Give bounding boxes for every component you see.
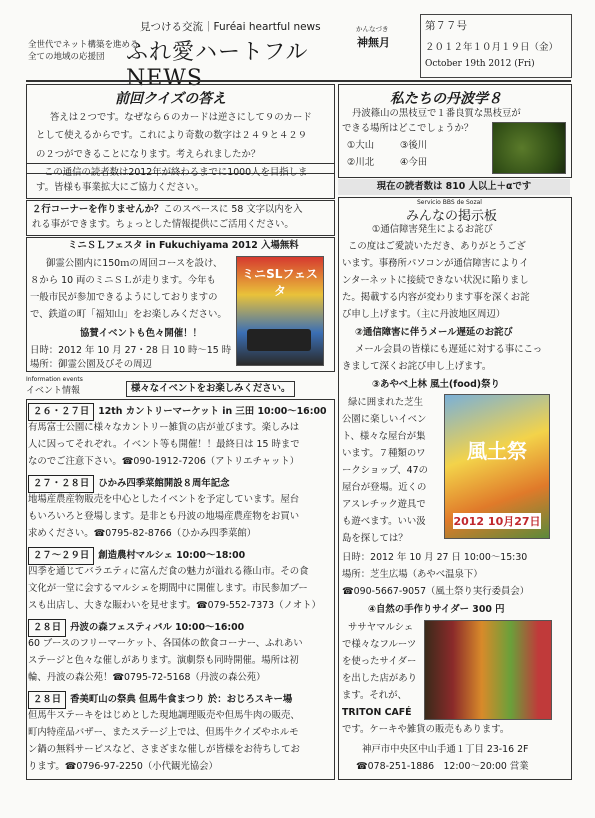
- quiz-line-1: 丹波篠山の黒枝豆で１番良質な黒枝豆が: [352, 108, 521, 119]
- event-1-title: 12th カントリーマーケット in 三田 10:00〜16:00: [98, 406, 327, 417]
- event-2-title: ひかみ四季菜館開設８周年記念: [98, 478, 230, 489]
- quiz-option-3: ③後川: [400, 140, 428, 151]
- subtitle-1: 全世代でネット構築を進める: [28, 40, 139, 50]
- mini-sl-line-2: ８から 10 両のミニＳＬが走ります。今年も: [30, 275, 216, 286]
- issue-number: 第７７号: [425, 20, 467, 32]
- board-item-4-line-6: TRITON CAFÉ: [342, 707, 412, 718]
- quiz-line-2: できる場所はどこでしょうか？: [342, 123, 474, 134]
- mini-sl-line-3: 一般市民が参加できるようにしておりますの: [30, 292, 218, 303]
- events-label-small: Information events: [26, 376, 83, 383]
- board-item-3-line-4: います。７種類のワ: [342, 448, 426, 459]
- city-name: 神無月: [357, 36, 390, 49]
- event-3-line-3: スも出店し、大きな賑わいを見せます。☎079-552-7373（ノオト）: [28, 600, 321, 611]
- board-item-2-title: ②通信障害に伴うメール遅延のお詫び: [355, 327, 513, 338]
- edamame-photo: [492, 122, 566, 174]
- event-4-line-1: 60 ブースのフリーマーケット、各国体の飲食コーナー、ふれあい: [28, 638, 303, 649]
- board-label-small: Servicio BBS de Sozal: [417, 199, 482, 206]
- event-2-line-2: もいろいろと登場します。是非とも丹波の地場産農産物をお買い: [28, 511, 300, 522]
- event-3-title: 創造農村マルシェ 10:00〜18:00: [98, 550, 246, 561]
- board-item-3-date: 日時：2012 年 10 月 27 日 10:00〜15:30: [342, 552, 528, 563]
- board-item-4-line-3: を使ったサイダー: [342, 656, 417, 667]
- board-item-1-line-3: ンターネットに接続できない状況に陥りまし: [342, 275, 529, 286]
- mini-sl-place: 場所：御霊公園及びその周辺: [30, 359, 152, 370]
- event-4-title: 丹波の森フェスティバル 10:00〜16:00: [70, 622, 245, 633]
- event-1-line-1: 有馬富士公園に様々なカントリー雑貨の店が並びます。楽しみは: [28, 422, 300, 433]
- event-4-date: ２８日: [28, 619, 66, 637]
- two-line-corner-rest: このスペースに 58 文字以内を入: [163, 204, 303, 215]
- board-item-4-line-1: ササヤマルシェ: [348, 622, 414, 633]
- board-item-3-line-1: 緑に囲まれた芝生: [348, 397, 424, 408]
- quiz-option-2: ②川北: [347, 157, 375, 168]
- paper-name: ふれ愛ハートフルNEWS: [126, 40, 309, 91]
- quiz-option-4: ④今田: [400, 157, 428, 168]
- event-1-line-3: なのでご注意下さい。☎090-1912-7206（アトリエチャット）: [28, 456, 300, 467]
- board-item-4-line-7: です。ケーキや雑貨の販売もあります。: [342, 724, 510, 735]
- issue-box: [420, 14, 572, 78]
- quiz-answer-line-1: 答えは２つです。なぜなら６のカードは逆さにして９のカード: [50, 112, 312, 123]
- board-item-4-line-4: を出した店があり: [342, 673, 418, 684]
- event-2-line-3: 求めください。☎0795-82-8766（ひかみ四季菜館）: [28, 528, 257, 539]
- event-5-title: 香美町山の祭典 但馬牛食まつり 於：おじろスキー場: [70, 694, 293, 705]
- mini-sl-line-5: 協賛イベントも色々開催！！: [80, 328, 202, 339]
- readers-note-line-2: す。皆様も事業拡大にご協力ください。: [36, 182, 205, 193]
- board-item-3-line-7: アスレチック遊具で: [342, 499, 426, 510]
- board-item-1-line-4: た。掲載する内容が変わります事を深くお詫: [342, 292, 530, 303]
- masthead: [28, 18, 358, 91]
- event-4-line-2: ステージと色々な催しがあります。演劇祭も同時開催。場所は初: [28, 655, 299, 666]
- board-item-3-line-2: 公園に楽しいイベン: [342, 414, 427, 425]
- event-3-line-2: 文化が一堂に会するマルシェを期間中に開催します。市民参加ブー: [28, 583, 308, 594]
- quiz-option-1: ①大山: [347, 140, 375, 151]
- event-5-line-4: ります。☎0796-97-2250（小代観光協会）: [28, 761, 218, 772]
- event-3-line-1: 四季を通じてバラエティに富んだ食の魅力が溢れる篠山市。その食: [28, 566, 309, 577]
- board-item-3-line-9: 島を探しては？: [342, 533, 408, 544]
- event-3-date: ２７〜２９日: [28, 547, 94, 565]
- two-line-corner-heading: ２行コーナーを作りませんか？: [32, 204, 164, 215]
- board-item-3-line-6: 屋台が登場。近くの: [342, 482, 427, 493]
- board-item-4-address: 神戸市中央区中山手通１丁目 23-16 2F: [362, 744, 529, 755]
- board-item-1-line-5: び申し上げます。（主に丹波地区周辺）: [342, 309, 506, 320]
- events-box: [26, 399, 335, 780]
- events-label: イベント情報: [26, 386, 81, 396]
- board-item-3-title: ③あやべ上林 風土(food)祭り: [372, 379, 500, 390]
- catchphrase: 見つける交流｜Furéai heartful news: [140, 21, 321, 33]
- board-item-3-line-5: ークショップ、47の: [342, 465, 428, 476]
- board-item-3-line-8: も遊べます。いい汲: [342, 516, 426, 527]
- board-item-4-line-2: で様々なフルーツ: [342, 639, 417, 650]
- readers-count: 現在の読者数は 810 人以上＋αです: [338, 179, 570, 195]
- two-line-corner-line-1: [32, 202, 303, 218]
- board-item-3-place: 場所：芝生広場（あやべ温泉下）: [342, 569, 483, 580]
- board-item-2-line-2: きまして深くお詫び申し上げます。: [342, 361, 492, 372]
- mini-sl-poster-title: ミニSLフェスタ: [242, 267, 318, 298]
- board-item-2-line-1: メール会員の皆様にも遅延に対する事にこっ: [355, 344, 543, 355]
- issue-date-en: October 19th 2012 (Fri): [425, 59, 535, 69]
- mini-sl-date: 日時：2012 年 10 月 27・28 日 10 時〜15 時: [30, 345, 232, 356]
- two-line-corner-line-2: れる事ができます。ちょっとした情報提供にご活用ください。: [32, 219, 294, 230]
- quiz-answer-title: 前回クイズの答え: [115, 91, 227, 107]
- board-item-1-line-2: います。事務所パソコンが通信障害によりイ: [342, 258, 529, 269]
- event-1-line-2: 人に因ってそれぞれ。イベント等も開催！！最終日は 15 時まで: [28, 439, 300, 450]
- board-item-1-line-1: この度はご愛読いただき、ありがとうござ: [348, 241, 526, 252]
- mini-sl-line-4: で、鉄道の町「福知山」をお楽しみください。: [30, 309, 227, 320]
- subtitle-2: 全ての地域の応援団: [28, 52, 105, 62]
- cider-photo: [424, 620, 552, 720]
- board-item-3-tel: ☎090-5667-9057（風土祭り実行委員会）: [342, 586, 530, 597]
- board-item-4-line-5: ます。それが、: [342, 690, 407, 701]
- board-title: みんなの掲示板: [406, 209, 498, 224]
- city-ruby: かんなづき: [356, 25, 389, 33]
- quiz-answer-line-3: の２つができることになります。考えられましたか？: [36, 149, 261, 160]
- board-item-1-title: ①通信障害発生によるお詫び: [372, 224, 493, 235]
- events-heading: 様々なイベントをお楽しみください。: [126, 381, 295, 397]
- food-festival-poster-date: 2012 10月27日: [453, 515, 541, 528]
- quiz-answer-line-2: として使えるからです。これにより奇数の数字は２４９と４２９: [36, 130, 308, 141]
- food-festival-poster-title: 風土祭: [467, 439, 527, 463]
- event-5-line-1: 但馬牛ステーキをはじめとした現地調理販売や但馬牛肉の販売、: [28, 710, 300, 721]
- food-festival-poster: [444, 394, 550, 539]
- quiz-title: 私たちの丹波学８: [390, 91, 502, 107]
- event-1-date: ２６・２７日: [28, 403, 94, 421]
- mini-sl-line-1: 御霊公園内に150ｍの周回コースを設け、: [46, 258, 223, 269]
- locomotive-illustration: [247, 329, 311, 351]
- event-5-date: ２８日: [28, 691, 66, 709]
- event-4-line-3: 輪、丹波の森公苑！☎0795-72-5168（丹波の森公苑）: [28, 672, 266, 683]
- event-5-line-2: 町内特産品バザー、またステージ上では、但馬牛クイズやホルモ: [28, 727, 299, 738]
- mini-sl-poster: [236, 256, 324, 366]
- issue-date-jp: ２０１２年１０月１９日（金）: [425, 42, 559, 53]
- event-2-date: ２７・２８日: [28, 475, 94, 493]
- header-divider: [26, 80, 571, 82]
- event-2-line-1: 地場産農産物販売を中心としたイベントを予定しています。屋台: [28, 494, 300, 505]
- event-5-line-3: ン鍋の無料サービスなど、さまざまな催しが皆様をお待ちしてお: [28, 744, 300, 755]
- readers-note-line-1: この通信の読者数は2012年が終わるまでに1000人を目指しま: [44, 167, 308, 178]
- mini-sl-title: ミニＳＬフェスタ in Fukuchiyama 2012 入場無料: [68, 240, 299, 251]
- board-item-4-title: ④自然の手作りサイダー 300 円: [368, 604, 505, 615]
- board-item-3-line-3: ト、様々な屋台が集: [342, 431, 426, 442]
- board-item-4-tel: ☎078-251-1886 12:00〜20:00 営業: [356, 761, 529, 772]
